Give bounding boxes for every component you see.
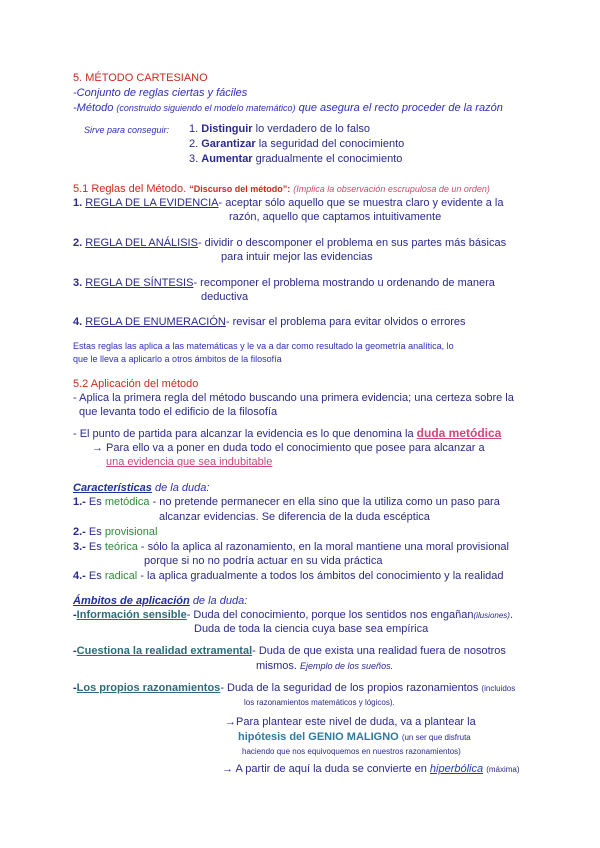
caract-title: Características de la duda: (73, 482, 210, 494)
subsection-52-title: 5.2 Aplicación del método (73, 378, 199, 390)
estas-line-2: que le lleva a aplicarlo a otros ámbitos de la filosofía (73, 354, 282, 364)
regla-1-cont: razón, aquello que captamos intuitivamente (229, 211, 442, 223)
s52-p1b: que levanta todo el edificio de la filosofía (79, 406, 278, 418)
sirve-item-2: 2. Garantizar la seguridad del conocimiento (189, 138, 405, 150)
genio-line-1: →Para plantear este nivel de duda, va a plantear la (225, 716, 476, 728)
intro-line-1: -Conjunto de reglas ciertas y fáciles (73, 87, 248, 99)
ambito-3-cont: los razonamientos matemáticos y lógicos). (244, 698, 395, 707)
caract-1: 1.- Es metódica - no pretende permanecer en ella sino que la utiliza como un paso para (73, 496, 500, 508)
s52-p4: una evidencia que sea indubitable (106, 456, 273, 468)
caract-1-cont: alcanzar evidencias. Se diferencia de la duda escéptica (159, 511, 430, 523)
regla-3-cont: deductiva (201, 291, 249, 303)
s52-p1a: - Aplica la primera regla del método buscando una primera evidencia; una certeza sobre la (73, 392, 514, 404)
caract-4: 4.- Es radical - la aplica gradualmente a todos los ámbitos del conocimiento y la realidad (73, 570, 504, 582)
section-title: 5. MÉTODO CARTESIANO (73, 72, 208, 84)
caract-3: 3.- Es teórica - sólo la aplica al razonamiento, en la moral mantiene una moral provisional (73, 541, 509, 553)
sirve-label: Sirve para conseguir: (84, 125, 170, 135)
ambito-2-cont: mismos. Ejemplo de los sueños. (256, 660, 394, 672)
regla-2: 2. REGLA DEL ANÁLISIS- dividir o descomponer el problema en sus partes más básicas (73, 237, 507, 249)
ambito-1-cont: Duda de toda la ciencia cuya base sea empírica (194, 623, 429, 635)
ambitos-title: Ámbitos de aplicación de la duda: (73, 595, 248, 607)
s52-p3: → Para ello va a poner en duda todo el conocimiento que posee para alcanzar a (92, 442, 485, 454)
intro-line-2: -Método (construido siguiendo el modelo matemático) que asegura el recto proceder de la razón (73, 102, 503, 114)
subsection-51-title: 5.1 Reglas del Método. “Discurso del método”: (Implica la observación escrupulosa de un orden) (73, 183, 490, 195)
regla-2-cont: para intuir mejor las evidencias (221, 251, 373, 263)
regla-3: 3. REGLA DE SÍNTESIS- recomponer el problema mostrando u ordenando de manera (73, 277, 495, 289)
ambito-3: -Los propios razonamientos- Duda de la seguridad de los propios razonamientos (incluidos (73, 682, 516, 694)
duda-metodica: duda metódica (416, 426, 502, 440)
ambito-1: -Información sensible- Duda del conocimiento, porque los sentidos nos engañan(ilusiones). (73, 609, 514, 621)
hiperbolica-line: → A partir de aquí la duda se convierte en hiperbólica (máxima) (222, 763, 520, 775)
s52-p2: - El punto de partida para alcanzar la evidencia es lo que denomina la duda metódica (73, 426, 502, 440)
caract-2: 2.- Es provisional (73, 526, 158, 538)
regla-4: 4. REGLA DE ENUMERACIÓN- revisar el problema para evitar olvidos o errores (73, 316, 466, 328)
regla-1: 1. REGLA DE LA EVIDENCIA- aceptar sólo aquello que se muestra claro y evidente a la (73, 197, 504, 209)
sirve-item-1: 1. Distinguir lo verdadero de lo falso (189, 123, 371, 135)
ambito-2: -Cuestiona la realidad extramental- Duda de que exista una realidad fuera de nosotros (73, 645, 506, 657)
caract-3-cont: porque si no no podría actuar en su vida práctica (144, 555, 383, 567)
genio-line-3: haciendo que nos equivoquemos en nuestros razonamientos) (242, 747, 461, 756)
estas-line-1: Estas reglas las aplica a las matemáticas y le va a dar como resultado la geometría analítica, lo (73, 341, 454, 351)
sirve-item-3: 3. Aumentar gradualmente el conocimiento (189, 153, 403, 165)
genio-line-2: hipótesis del GENIO MALIGNO (un ser que disfruta (238, 731, 471, 743)
